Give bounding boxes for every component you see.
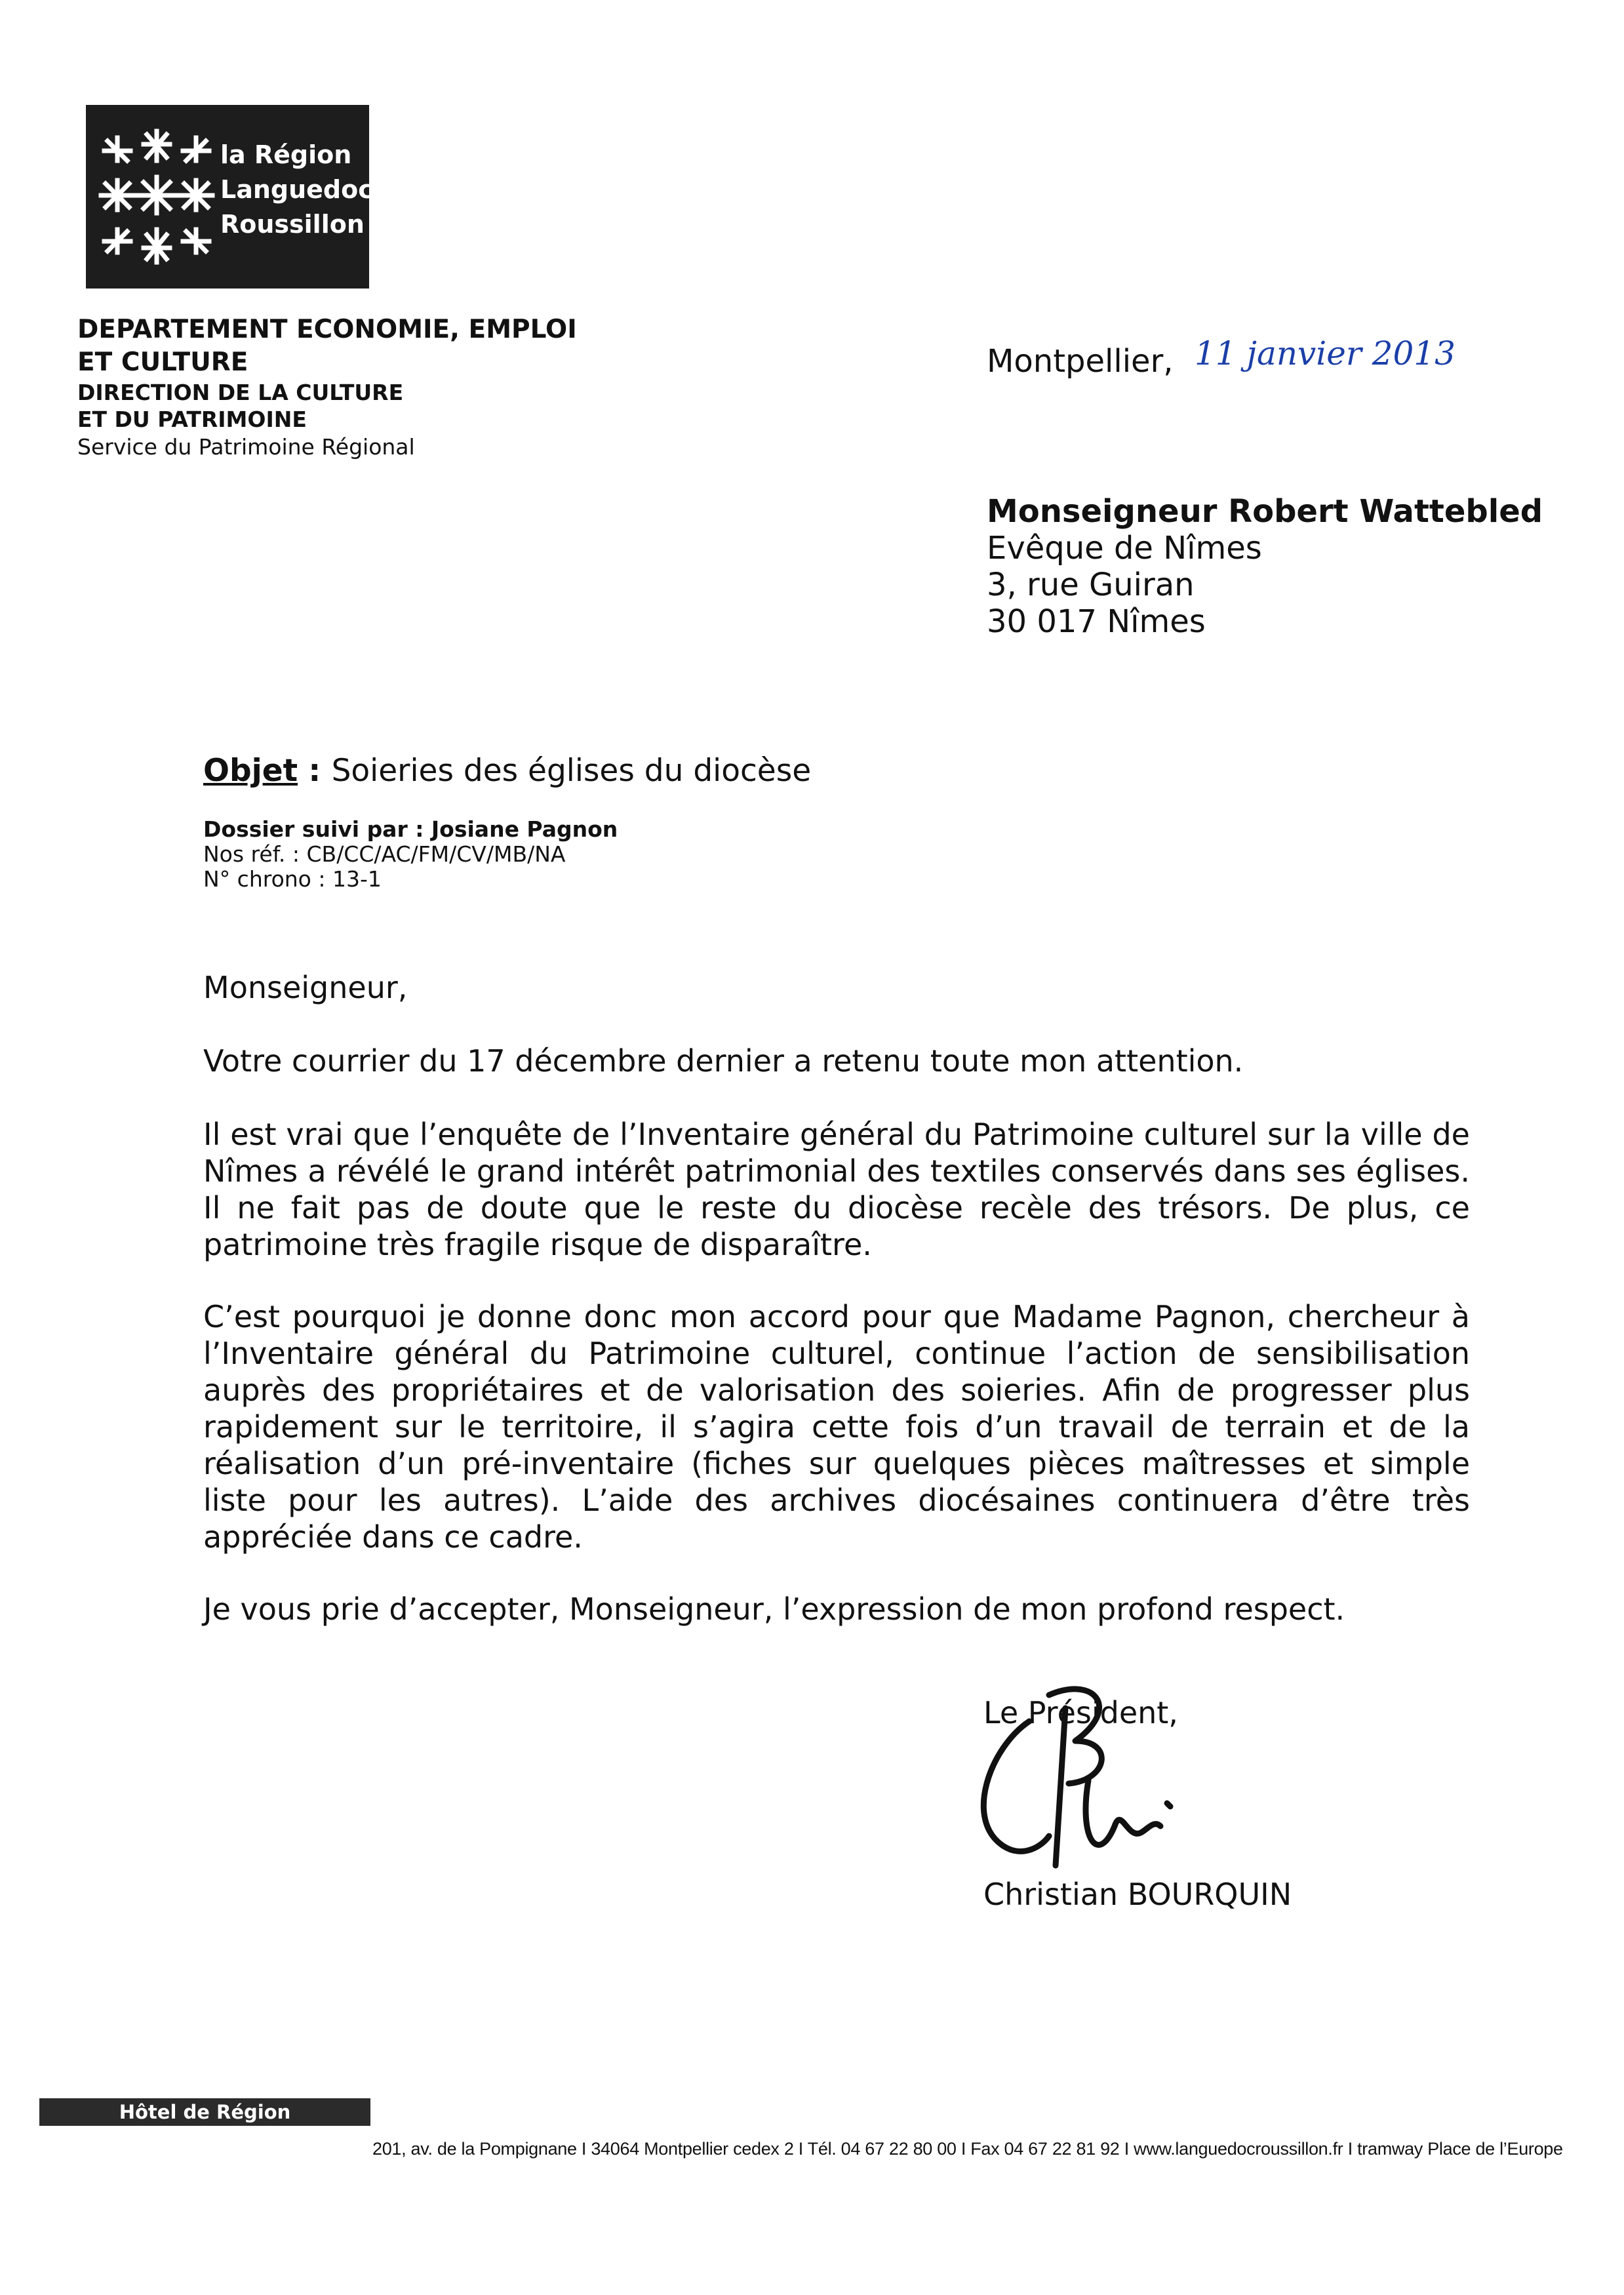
logo-line: Languedoc <box>220 175 373 204</box>
recipient-city: 30 017 Nîmes <box>987 603 1206 640</box>
logo-line: la Région <box>220 140 352 169</box>
department-header <box>77 313 577 462</box>
subject-line <box>203 753 811 789</box>
chrono-number: N° chrono : 13-1 <box>203 866 382 892</box>
department-line: DEPARTEMENT ECONOMIE, EMPLOI <box>77 315 577 344</box>
logo-line: Roussillon <box>220 210 365 239</box>
closing-title: Le Président, <box>983 1695 1178 1730</box>
followed-by: Dossier suivi par : Josiane Pagnon <box>203 816 618 842</box>
subject-separator: : <box>298 753 332 789</box>
recipient-street: 3, rue Guiran <box>987 567 1195 603</box>
our-reference: Nos réf. : CB/CC/AC/FM/CV/MB/NA <box>203 841 566 867</box>
service-line: Service du Patrimoine Régional <box>77 434 415 460</box>
body-paragraph: Il est vrai que l’enquête de l’Inventaire général du Patrimoine culturel sur la ville de Nîmes a révélé le grand intérêt patrimonial des textiles conservés dans ses églises. Il ne fait pas de doute que le reste du diocèse recèle des trésors. De plus, ce patrimoine très fragile risque de disparaître. <box>203 1117 1470 1262</box>
subject-label: Objet <box>203 753 298 789</box>
handwritten-signature <box>951 1669 1226 1885</box>
body-paragraph: Votre courrier du 17 décembre dernier a retenu toute mon attention. <box>203 1043 1244 1079</box>
direction-line: ET DU PATRIMOINE <box>77 407 307 432</box>
footer-address: 201, av. de la Pompignane I 34064 Montpellier cedex 2 I Tél. 04 67 22 80 00 I Fax 04 67 22 81 92 I www.languedocroussillon.fr I tramway Place de l’Europe <box>372 2139 1563 2159</box>
handwritten-date: 11 janvier 2013 <box>1195 334 1456 372</box>
department-line: ET CULTURE <box>77 348 248 377</box>
hotel-de-region-label: Hôtel de Région <box>39 2098 370 2126</box>
subject-text: Soieries des églises du diocèse <box>331 753 812 789</box>
recipient-title: Evêque de Nîmes <box>987 530 1262 567</box>
place: Montpellier, <box>987 343 1174 380</box>
recipient-name: Monseigneur Robert Wattebled <box>987 493 1543 530</box>
logo-text <box>220 138 373 242</box>
direction-line: DIRECTION DE LA CULTURE <box>77 380 404 405</box>
region-star-emblem-icon <box>98 125 216 269</box>
body-paragraph: Je vous prie d’accepter, Monseigneur, l’expression de mon profond respect. <box>203 1591 1345 1627</box>
salutation: Monseigneur, <box>203 970 408 1005</box>
signer-name: Christian BOURQUIN <box>983 1877 1292 1912</box>
recipient-block <box>987 493 1543 640</box>
references-block <box>203 817 618 892</box>
body-paragraph: C’est pourquoi je donne donc mon accord pour que Madame Pagnon, chercheur à l’Inventaire général du Patrimoine culturel, continue l’action de sensibilisation auprès des propriétaires et de valorisation des soieries. Afin de progresser plus rapidement sur le territoire, il s’agira cette fois d’un travail de terrain et de la réalisation d’un pré-inventaire (fiches sur quelques pièces maîtresses et simple liste pour les autres). L’aide des archives diocésaines continuera d’être très appréciée dans ce cadre. <box>203 1299 1470 1555</box>
region-logo <box>86 105 373 289</box>
